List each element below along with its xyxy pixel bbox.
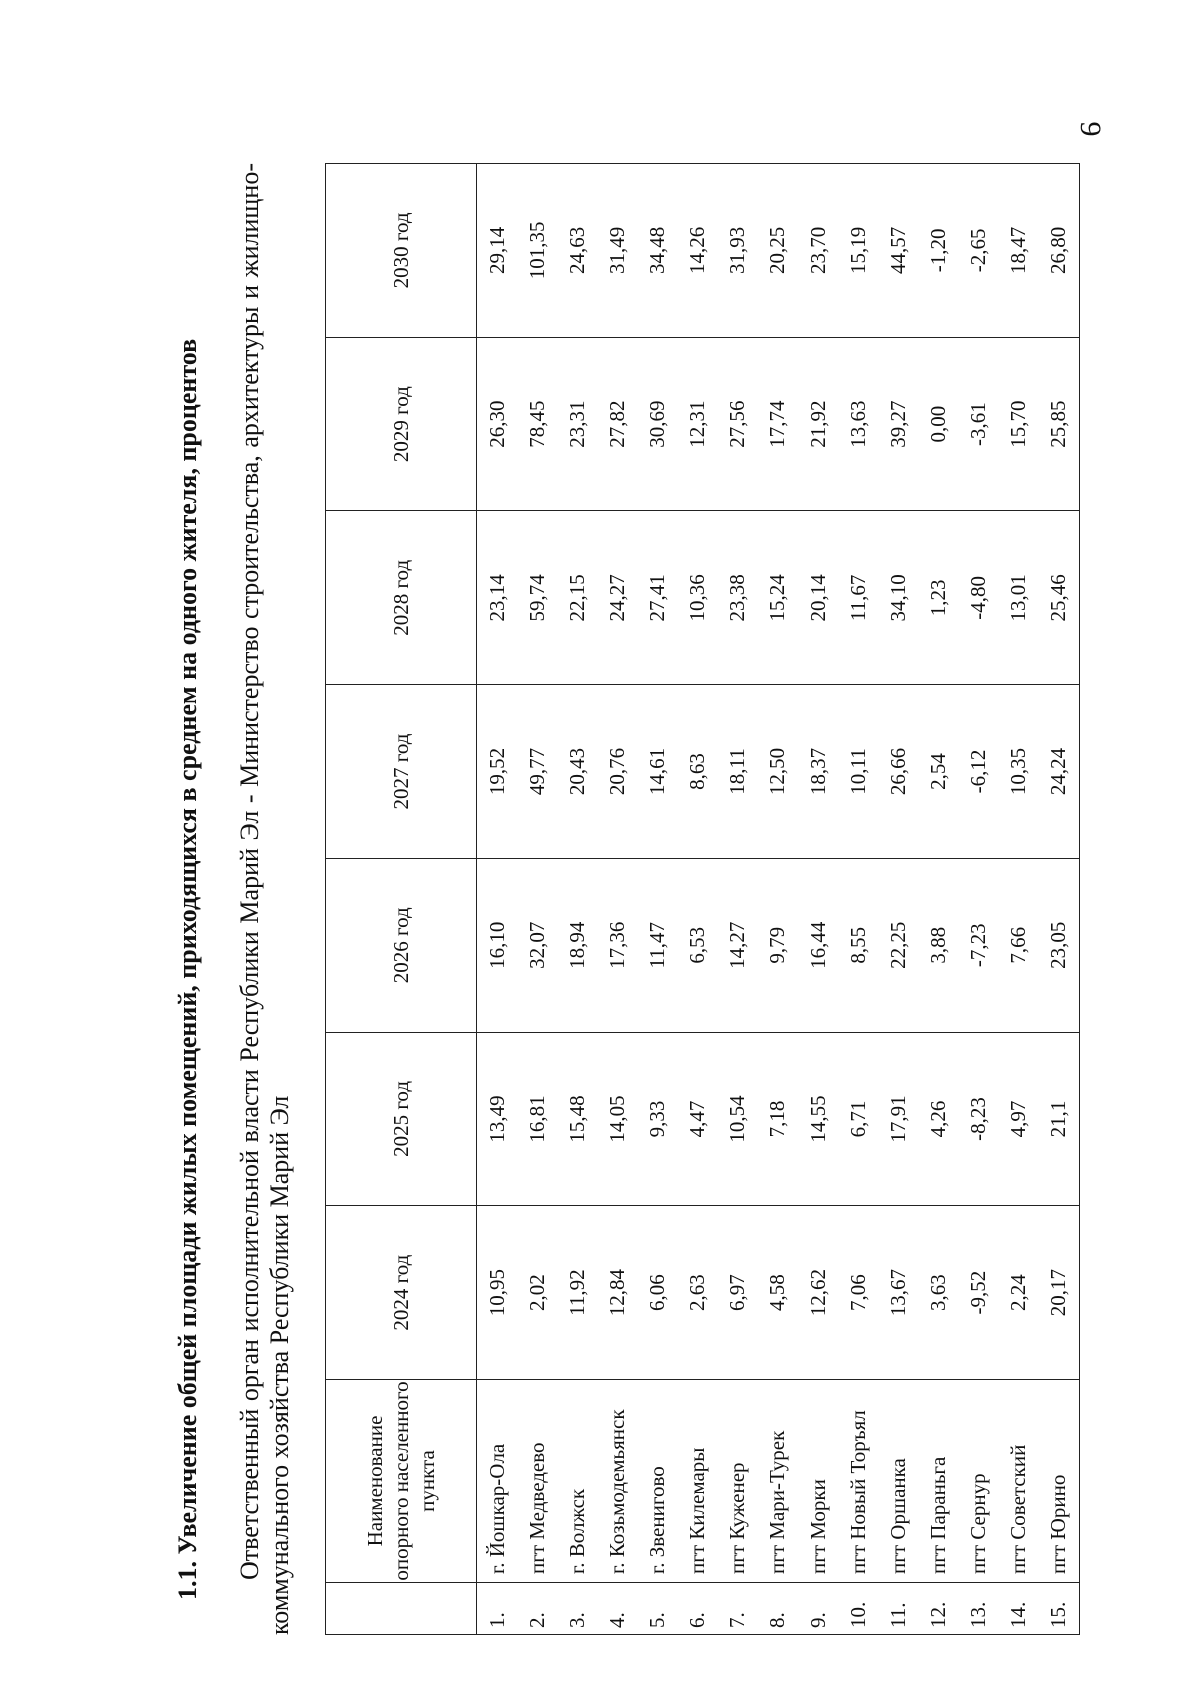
value-cell: 7,06 [838,1206,878,1380]
row-number: 1. [477,1583,518,1635]
value-cell: 27,41 [638,511,678,685]
value-cell: 18,94 [557,858,597,1032]
value-cell: 15,24 [758,511,798,685]
table-row [798,164,838,1635]
value-cell: 1,23 [918,511,958,685]
value-cell: 10,11 [838,685,878,859]
value-cell: 19,52 [477,685,518,859]
page-number: 9 [1074,121,1107,137]
value-cell: 16,81 [517,1032,557,1206]
header-year: 2030 год [326,164,477,338]
row-number: 3. [557,1583,597,1635]
value-cell: 17,74 [758,337,798,511]
table-row [959,164,999,1635]
data-table [325,163,1080,1635]
header-year: 2026 год [326,858,477,1032]
value-cell: 14,05 [597,1032,637,1206]
value-cell: 14,27 [718,858,758,1032]
row-number: 13. [959,1583,999,1635]
value-cell: 78,45 [517,337,557,511]
value-cell: 14,55 [798,1032,838,1206]
table-row [999,164,1039,1635]
settlement-name: пгт Новый Торъял [838,1380,878,1583]
value-cell: 11,47 [638,858,678,1032]
header-year: 2027 год [326,685,477,859]
value-cell: 12,50 [758,685,798,859]
value-cell: 4,97 [999,1032,1039,1206]
row-number: 10. [838,1583,878,1635]
table-row [1039,164,1080,1635]
value-cell: 6,71 [838,1032,878,1206]
settlement-name: пгт Советский [999,1380,1039,1583]
value-cell: -7,23 [959,858,999,1032]
value-cell: 11,67 [838,511,878,685]
value-cell: 4,47 [678,1032,718,1206]
table-row [758,164,798,1635]
value-cell: 34,10 [878,511,918,685]
value-cell: 17,36 [597,858,637,1032]
value-cell: 30,69 [638,337,678,511]
value-cell: 13,67 [878,1206,918,1380]
value-cell: 7,66 [999,858,1039,1032]
value-cell: 8,63 [678,685,718,859]
value-cell: 15,70 [999,337,1039,511]
value-cell: 17,91 [878,1032,918,1206]
value-cell: 4,26 [918,1032,958,1206]
header-year: 2028 год [326,511,477,685]
value-cell: 18,37 [798,685,838,859]
value-cell: 23,14 [477,511,518,685]
value-cell: 20,43 [557,685,597,859]
value-cell: 13,49 [477,1032,518,1206]
header-row [326,164,477,1635]
table-header [326,164,477,1635]
row-number: 12. [918,1583,958,1635]
table-row [517,164,557,1635]
value-cell: 10,35 [999,685,1039,859]
header-name: Наименование опорного населенного пункта [326,1380,477,1583]
table-row [597,164,637,1635]
value-cell: 26,80 [1039,164,1080,338]
value-cell: 18,11 [718,685,758,859]
settlement-name: пгт Килемары [678,1380,718,1583]
value-cell: 7,18 [758,1032,798,1206]
value-cell: 21,92 [798,337,838,511]
table-row [838,164,878,1635]
value-cell: 9,33 [638,1032,678,1206]
value-cell: 15,19 [838,164,878,338]
value-cell: 6,97 [718,1206,758,1380]
value-cell: 12,31 [678,337,718,511]
value-cell: 27,82 [597,337,637,511]
value-cell: -4,80 [959,511,999,685]
value-cell: 26,66 [878,685,918,859]
value-cell: 12,62 [798,1206,838,1380]
value-cell: 25,46 [1039,511,1080,685]
settlement-name: г. Козьмодемьянск [597,1380,637,1583]
value-cell: 11,92 [557,1206,597,1380]
value-cell: 6,06 [638,1206,678,1380]
value-cell: 22,15 [557,511,597,685]
value-cell: 0,00 [918,337,958,511]
value-cell: 21,1 [1039,1032,1080,1206]
value-cell: 26,30 [477,337,518,511]
value-cell: 23,31 [557,337,597,511]
settlement-name: пгт Морки [798,1380,838,1583]
value-cell: -9,52 [959,1206,999,1380]
value-cell: 39,27 [878,337,918,511]
value-cell: 2,24 [999,1206,1039,1380]
table-row [918,164,958,1635]
settlement-name: г. Йошкар-Ола [477,1380,518,1583]
value-cell: 31,49 [597,164,637,338]
value-cell: 2,54 [918,685,958,859]
value-cell: 12,84 [597,1206,637,1380]
table-row [718,164,758,1635]
value-cell: 27,56 [718,337,758,511]
settlement-name: пгт Сернур [959,1380,999,1583]
row-number: 6. [678,1583,718,1635]
header-year: 2025 год [326,1032,477,1206]
settlement-name: пгт Оршанка [878,1380,918,1583]
value-cell: 2,63 [678,1206,718,1380]
value-cell: 18,47 [999,164,1039,338]
table-row [878,164,918,1635]
value-cell: 13,01 [999,511,1039,685]
value-cell: 44,57 [878,164,918,338]
row-number: 8. [758,1583,798,1635]
value-cell: 23,70 [798,164,838,338]
table-row [557,164,597,1635]
value-cell: 49,77 [517,685,557,859]
value-cell: 20,17 [1039,1206,1080,1380]
table-row [638,164,678,1635]
value-cell: 9,79 [758,858,798,1032]
row-number: 4. [597,1583,637,1635]
row-number: 2. [517,1583,557,1635]
row-number: 14. [999,1583,1039,1635]
value-cell: 15,48 [557,1032,597,1206]
value-cell: -8,23 [959,1032,999,1206]
value-cell: 14,26 [678,164,718,338]
value-cell: 16,44 [798,858,838,1032]
header-number [326,1583,477,1635]
value-cell: 16,10 [477,858,518,1032]
value-cell: 59,74 [517,511,557,685]
value-cell: 32,07 [517,858,557,1032]
row-number: 15. [1039,1583,1080,1635]
value-cell: 25,85 [1039,337,1080,511]
value-cell: 29,14 [477,164,518,338]
value-cell: 20,76 [597,685,637,859]
settlement-name: пгт Юрино [1039,1380,1080,1583]
value-cell: 23,05 [1039,858,1080,1032]
value-cell: 6,53 [678,858,718,1032]
header-year: 2024 год [326,1206,477,1380]
settlement-name: пгт Параньга [918,1380,958,1583]
value-cell: -3,61 [959,337,999,511]
value-cell: -2,65 [959,164,999,338]
value-cell: 31,93 [718,164,758,338]
value-cell: 101,35 [517,164,557,338]
settlement-name: пгт Медведево [517,1380,557,1583]
rotated-content [155,135,1155,1635]
value-cell: 3,88 [918,858,958,1032]
row-number: 5. [638,1583,678,1635]
table-body [477,164,1080,1635]
value-cell: 2,02 [517,1206,557,1380]
value-cell: 10,36 [678,511,718,685]
value-cell: -1,20 [918,164,958,338]
value-cell: 24,27 [597,511,637,685]
value-cell: 13,63 [838,337,878,511]
value-cell: 10,54 [718,1032,758,1206]
row-number: 9. [798,1583,838,1635]
settlement-name: г. Звенигово [638,1380,678,1583]
header-year: 2029 год [326,337,477,511]
document-title: 1.1. Увеличение общей площади жилых помещений, приходящихся в среднем на одного жителя, процентов [173,338,202,1600]
value-cell: 8,55 [838,858,878,1032]
row-number: 11. [878,1583,918,1635]
row-number: 7. [718,1583,758,1635]
value-cell: 22,25 [878,858,918,1032]
value-cell: -6,12 [959,685,999,859]
settlement-name: пгт Куженер [718,1380,758,1583]
settlement-name: пгт Мари-Турек [758,1380,798,1583]
value-cell: 10,95 [477,1206,518,1380]
table-row [477,164,518,1635]
settlement-name: г. Волжск [557,1380,597,1583]
value-cell: 14,61 [638,685,678,859]
value-cell: 20,14 [798,511,838,685]
table-row [678,164,718,1635]
value-cell: 3,63 [918,1206,958,1380]
value-cell: 23,38 [718,511,758,685]
value-cell: 34,48 [638,164,678,338]
value-cell: 4,58 [758,1206,798,1380]
responsible-body: Ответственный орган исполнительной власти Республики Марий Эл - Министерство строительства, архитектуры и жилищно-коммунального хозяйства Республики Марий Эл [235,163,294,1635]
value-cell: 24,24 [1039,685,1080,859]
value-cell: 20,25 [758,164,798,338]
value-cell: 24,63 [557,164,597,338]
